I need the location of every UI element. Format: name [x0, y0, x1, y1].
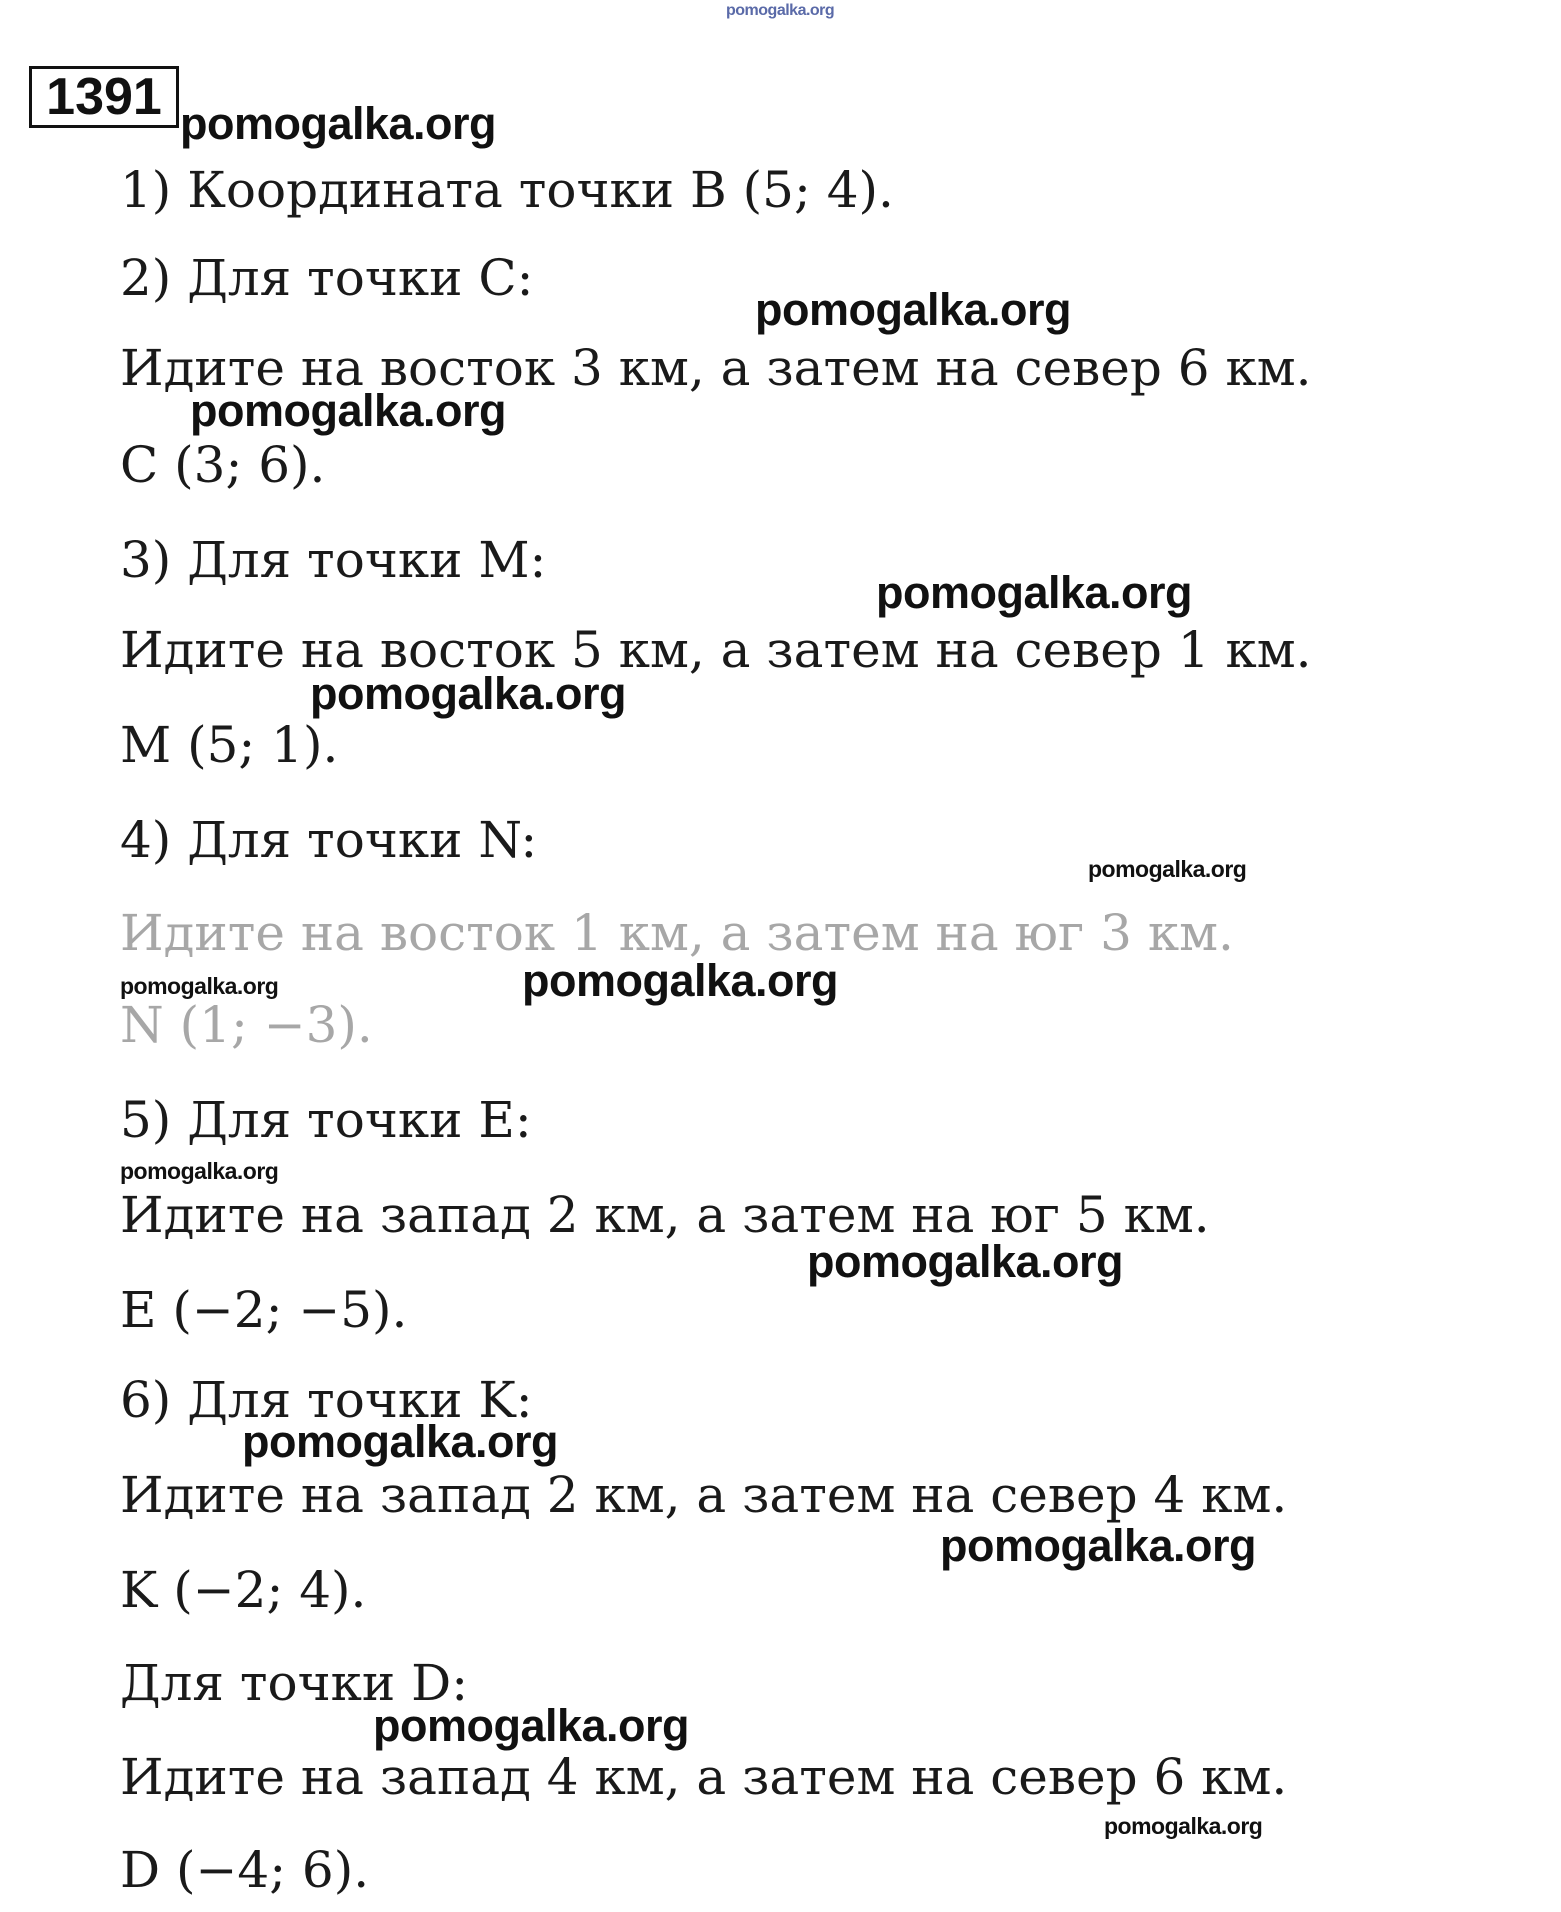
watermark: pomogalka.org [522, 955, 839, 1006]
answer-line-2: 2) Для точки C: [120, 249, 534, 307]
answer-line-11: 5) Для точки E: [120, 1091, 532, 1149]
watermark: pomogalka.org [755, 284, 1072, 335]
watermark: pomogalka.org [310, 668, 627, 719]
answer-line-18: Идите на запад 4 км, а затем на север 6 км. [120, 1748, 1288, 1806]
watermark: pomogalka.org [180, 98, 497, 149]
answer-line-13: E (−2; −5). [120, 1281, 408, 1339]
watermark: pomogalka.org [190, 385, 507, 436]
answer-line-12: Идите на запад 2 км, а затем на юг 5 км. [120, 1186, 1210, 1244]
watermark: pomogalka.org [1088, 856, 1247, 882]
watermark: pomogalka.org [373, 1700, 690, 1751]
watermark: pomogalka.org [940, 1520, 1257, 1571]
answer-line-14: 6) Для точки K: [120, 1371, 533, 1429]
answer-line-16: K (−2; 4). [120, 1561, 367, 1619]
problem-number: 1391 [29, 66, 179, 128]
watermark: pomogalka.org [1104, 1813, 1263, 1839]
answer-line-8: 4) Для точки N: [120, 811, 538, 869]
answer-line-1: 1) Координата точки B (5; 4). [120, 161, 894, 219]
watermark-top: pomogalka.org [726, 2, 835, 19]
answer-line-10: N (1; −3). [120, 996, 373, 1054]
answer-line-4: C (3; 6). [120, 436, 326, 494]
answer-line-5: 3) Для точки M: [120, 531, 547, 589]
answer-line-7: M (5; 1). [120, 716, 339, 774]
watermark: pomogalka.org [242, 1416, 559, 1467]
answer-line-15: Идите на запад 2 км, а затем на север 4 км. [120, 1466, 1288, 1524]
watermark: pomogalka.org [876, 567, 1193, 618]
answer-line-3: Идите на восток 3 км, а затем на север 6 км. [120, 339, 1312, 397]
watermark: pomogalka.org [807, 1236, 1124, 1287]
answer-line-19: D (−4; 6). [120, 1841, 370, 1899]
answer-line-6: Идите на восток 5 км, а затем на север 1 км. [120, 621, 1312, 679]
answer-line-17: Для точки D: [120, 1654, 469, 1712]
watermark: pomogalka.org [120, 973, 279, 999]
watermark: pomogalka.org [120, 1158, 279, 1184]
answer-line-9: Идите на восток 1 км, а затем на юг 3 км. [120, 904, 1234, 962]
